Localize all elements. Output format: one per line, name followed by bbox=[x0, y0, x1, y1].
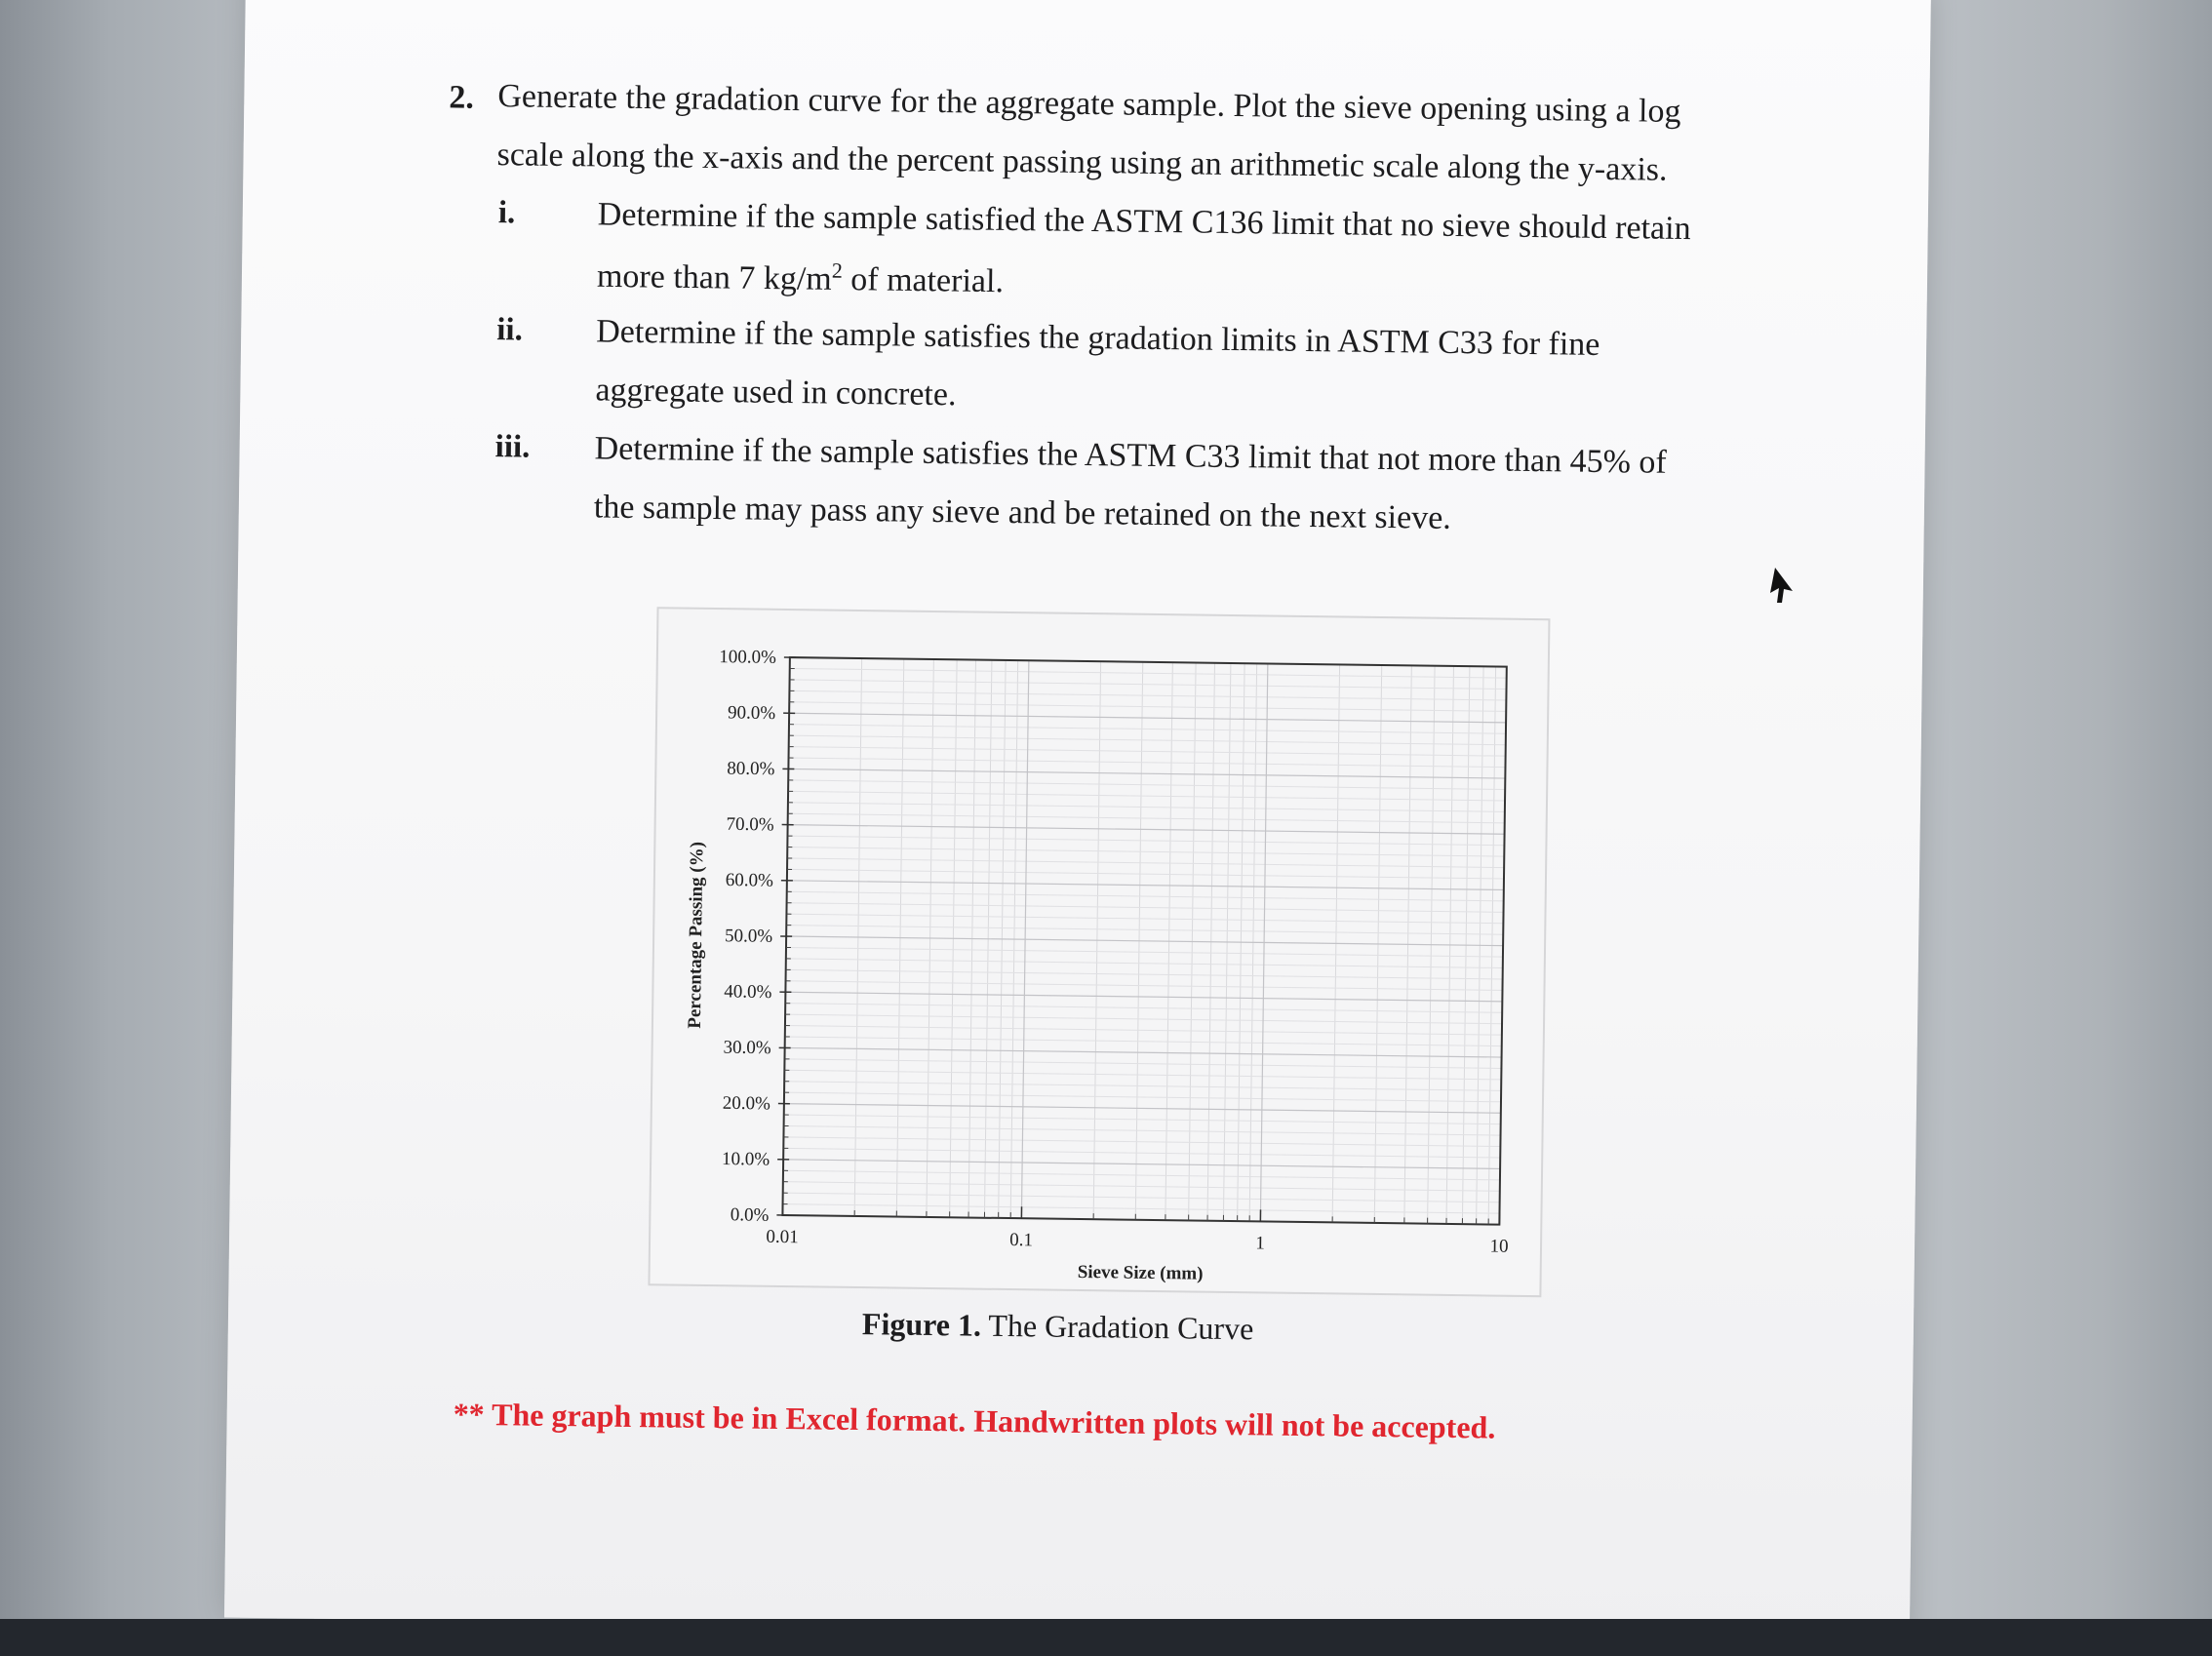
grid-line-minor-y bbox=[785, 1014, 1502, 1024]
grid-line-major-y bbox=[786, 936, 1503, 946]
item-iii-line-2: the sample may pass any sieve and be retained on the next sieve. bbox=[593, 489, 1452, 536]
item-ii-line-1: Determine if the sample satisfies the gradation limits in ASTM C33 for fine bbox=[596, 313, 1600, 363]
y-tick-label: 70.0% bbox=[726, 813, 774, 836]
y-tick-label: 60.0% bbox=[725, 870, 774, 891]
grid-line-major-y bbox=[788, 825, 1505, 835]
y-tick-label: 90.0% bbox=[727, 702, 776, 725]
item-i-line-2-text: more than 7 kg/m bbox=[596, 257, 833, 297]
item-i-number: i. bbox=[497, 195, 516, 231]
figure-caption-text: The Gradation Curve bbox=[980, 1307, 1254, 1347]
grid-line-minor-y bbox=[784, 1082, 1501, 1091]
figure-label: Figure 1. bbox=[861, 1306, 982, 1343]
figure-caption bbox=[862, 1306, 1254, 1347]
grid-line-major-y bbox=[784, 1104, 1501, 1114]
grid-line-major-y bbox=[785, 1047, 1502, 1057]
grid-line-minor-y bbox=[784, 1115, 1501, 1124]
grid-line-minor-y bbox=[786, 926, 1503, 935]
item-iii-line-1: Determine if the sample satisfies the ASTM C33 limit that not more than 45% of bbox=[594, 430, 1667, 481]
y-tick-label: 0.0% bbox=[730, 1204, 770, 1226]
grid-line-minor-y bbox=[788, 813, 1505, 823]
item-ii-number: ii. bbox=[496, 312, 524, 348]
grid-line-minor-y bbox=[786, 914, 1503, 924]
grid-line-minor-y bbox=[783, 1148, 1500, 1158]
grid-line-major-y bbox=[788, 769, 1505, 778]
grid-line-major-y bbox=[783, 1160, 1500, 1169]
grid-line-minor-y bbox=[786, 959, 1503, 968]
grid-line-minor-y bbox=[789, 725, 1506, 734]
y-tick-label: 30.0% bbox=[723, 1037, 771, 1059]
grid-line-minor-y bbox=[787, 848, 1504, 857]
y-tick-label: 100.0% bbox=[719, 647, 777, 668]
taskbar-edge bbox=[0, 1619, 2212, 1656]
grid-line-minor-y bbox=[783, 1193, 1500, 1203]
grid-line-minor-y bbox=[787, 891, 1504, 901]
grid-line-minor-y bbox=[783, 1170, 1500, 1180]
grid-line-minor-y bbox=[784, 1070, 1501, 1080]
grid-line-minor-y bbox=[789, 747, 1506, 757]
grid-line-minor-y bbox=[785, 1026, 1502, 1036]
grid-line-minor-y bbox=[789, 702, 1506, 712]
grid-line-minor-y bbox=[783, 1137, 1500, 1147]
grid-line-minor-y bbox=[786, 947, 1503, 957]
question-intro-line-1: Generate the gradation curve for the aggregate sample. Plot the sieve opening using a log bbox=[497, 78, 1681, 130]
format-warning: ** The graph must be in Excel format. Handwritten plots will not be accepted. bbox=[453, 1396, 1496, 1445]
grid-line-minor-y bbox=[789, 690, 1506, 700]
grid-line-minor-y bbox=[783, 1182, 1500, 1192]
grid-line-minor-y bbox=[788, 803, 1505, 812]
grid-line-minor-y bbox=[788, 780, 1505, 790]
question-number: 2. bbox=[449, 79, 475, 116]
grid-line-minor-y bbox=[784, 1059, 1501, 1069]
y-tick-label: 10.0% bbox=[721, 1148, 770, 1170]
grid-line-major-y bbox=[789, 713, 1506, 723]
document-page bbox=[224, 0, 1931, 1639]
item-ii-line-2: aggregate used in concrete. bbox=[595, 372, 957, 414]
grid-line-major-y bbox=[785, 992, 1502, 1002]
y-axis-title: Percentage Passing (%) bbox=[684, 841, 708, 1029]
chart-svg bbox=[650, 609, 1548, 1295]
y-tick-label: 20.0% bbox=[722, 1092, 771, 1115]
grid-line-minor-y bbox=[784, 1092, 1501, 1102]
y-tick-label: 40.0% bbox=[724, 981, 772, 1004]
item-iii-number: iii. bbox=[494, 429, 531, 465]
grid-line-minor-y bbox=[787, 869, 1504, 879]
grid-line-minor-y bbox=[784, 1125, 1501, 1135]
x-tick-label: 1 bbox=[1255, 1233, 1265, 1254]
grid-line-minor-y bbox=[783, 1204, 1500, 1214]
item-i-superscript: 2 bbox=[831, 257, 844, 283]
item-i-line-2 bbox=[597, 255, 1005, 300]
grid-line-minor-y bbox=[787, 858, 1504, 868]
y-tick-label: 80.0% bbox=[727, 758, 775, 780]
mouse-cursor-icon bbox=[1767, 566, 1797, 607]
grid-line-minor-y bbox=[790, 680, 1507, 690]
gradation-chart bbox=[648, 607, 1550, 1297]
question-intro-line-2: scale along the x-axis and the percent passing using an arithmetic scale along the y-axis. bbox=[496, 137, 1668, 188]
grid-line-minor-y bbox=[787, 836, 1504, 846]
grid-line-minor-y bbox=[785, 1037, 1502, 1046]
grid-line-minor-y bbox=[789, 735, 1506, 745]
x-tick-label: 0.1 bbox=[1009, 1230, 1034, 1251]
item-i-line-1: Determine if the sample satisfied the ASTM C136 limit that no sieve should retain bbox=[597, 196, 1691, 248]
item-i-line-2-tail: of material. bbox=[842, 261, 1005, 300]
grid-line-minor-y bbox=[788, 791, 1505, 801]
grid-line-minor-y bbox=[789, 758, 1506, 768]
grid-line-minor-y bbox=[785, 1004, 1502, 1013]
grid-line-minor-y bbox=[790, 668, 1507, 678]
grid-line-minor-y bbox=[787, 903, 1504, 913]
grid-line-minor-y bbox=[786, 969, 1503, 979]
y-tick-label: 50.0% bbox=[724, 926, 773, 947]
grid-line-major-y bbox=[787, 881, 1504, 890]
grid-line-minor-y bbox=[786, 981, 1503, 991]
x-tick-label: 10 bbox=[1489, 1236, 1509, 1257]
x-axis-title: Sieve Size (mm) bbox=[1077, 1261, 1204, 1284]
x-tick-label: 0.01 bbox=[766, 1226, 799, 1248]
